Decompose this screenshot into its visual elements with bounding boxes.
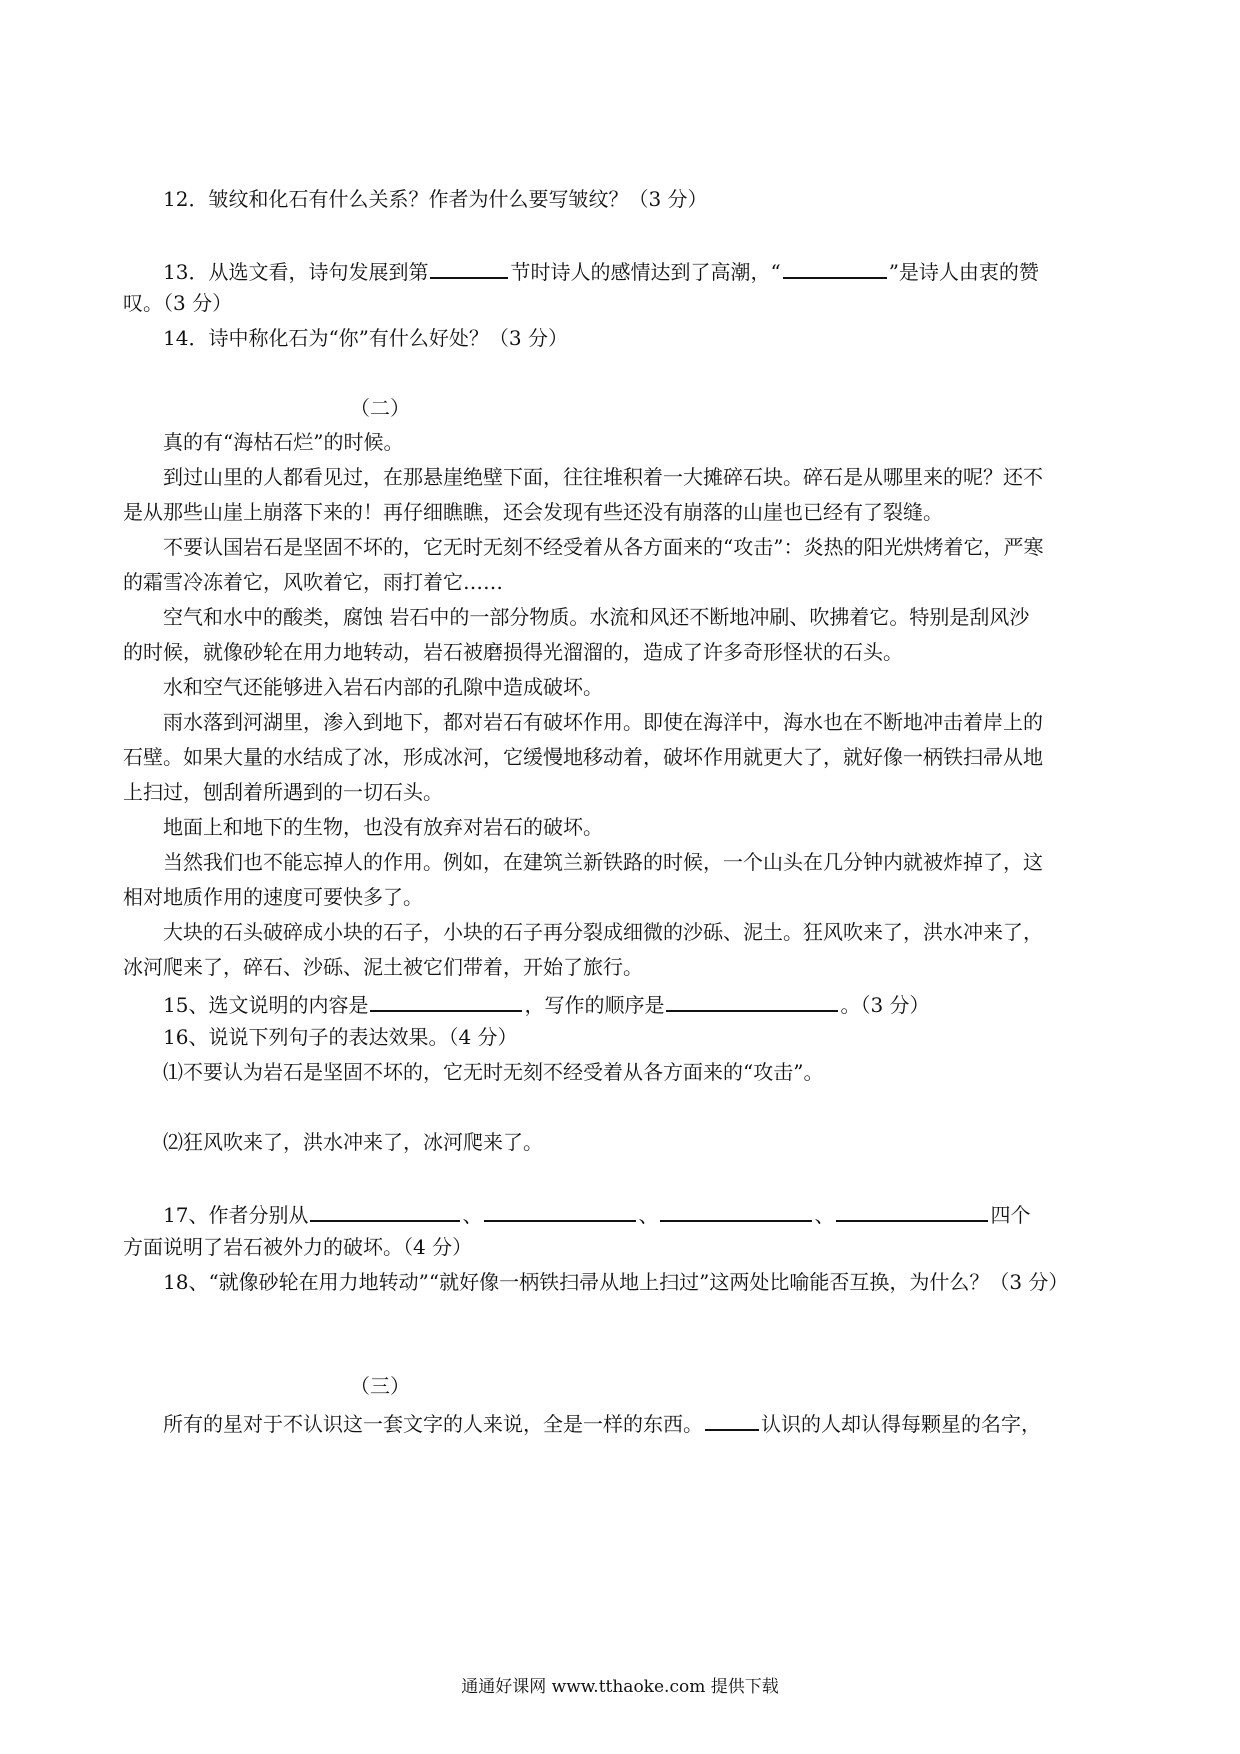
section-2-para-9a: 大块的石头破碎成小块的石子，小块的石子再分裂成细微的沙砾、泥土。狂风吹来了，洪水冲来了， bbox=[163, 920, 1043, 944]
section-2-para-3a: 不要认国岩石是坚固不坏的，它无时无刻不经受着从各方面来的“攻击”：炎热的阳光烘烤着它，严寒 bbox=[163, 535, 1044, 559]
q15-text-3: 。（3 分） bbox=[840, 993, 930, 1017]
section-2-para-2b: 是从那些山崖上崩落下来的！再仔细瞧瞧，还会发现有些还没有崩落的山崖也已经有了裂缝。 bbox=[123, 500, 943, 524]
question-13-cont: 叹。（3 分） bbox=[123, 291, 233, 315]
question-17 bbox=[163, 1200, 1123, 1227]
section-2-para-3b: 的霜雪冷冻着它，风吹着它，雨打着它…… bbox=[123, 570, 503, 594]
question-13 bbox=[163, 257, 1123, 284]
q13-blank-1[interactable] bbox=[430, 257, 508, 279]
section-3-para-1 bbox=[163, 1409, 1123, 1436]
section-2-para-5: 水和空气还能够进入岩石内部的孔隙中造成破坏。 bbox=[163, 675, 603, 699]
section-3-heading: （三） bbox=[350, 1374, 410, 1398]
q17-blank-2[interactable] bbox=[484, 1200, 636, 1222]
q15-text-1: 15、选文说明的内容是 bbox=[163, 993, 369, 1017]
q17-blank-4[interactable] bbox=[836, 1200, 988, 1222]
q13-text-3: ”是诗人由衷的赞 bbox=[888, 260, 1039, 284]
question-14: 14．诗中称化石为“你”有什么好处？（3 分） bbox=[163, 326, 568, 350]
q17-blank-1[interactable] bbox=[310, 1200, 460, 1222]
q17-text-2: 四个 bbox=[990, 1203, 1031, 1227]
q17-blank-3[interactable] bbox=[660, 1200, 812, 1222]
q13-text-2: 节时诗人的感情达到了高潮，“ bbox=[510, 260, 781, 284]
question-18: 18、“就像砂轮在用力地转动”“就好像一柄铁扫帚从地上扫过”这两处比喻能否互换，为什么？（3 分） bbox=[163, 1270, 1069, 1294]
section-3-blank[interactable] bbox=[705, 1409, 759, 1431]
question-12: 12．皱纹和化石有什么关系？作者为什么要写皱纹？（3 分） bbox=[163, 187, 708, 211]
section-2-para-4b: 的时候，就像砂轮在用力地转动，岩石被磨损得光溜溜的，造成了许多奇形怪状的石头。 bbox=[123, 640, 903, 664]
section-2-para-9b: 冰河爬来了，碎石、沙砾、泥土被它们带着，开始了旅行。 bbox=[123, 955, 643, 979]
section-2-para-7: 地面上和地下的生物，也没有放弃对岩石的破坏。 bbox=[163, 815, 603, 839]
q13-text-1: 13．从选文看，诗句发展到第 bbox=[163, 260, 429, 284]
section-3-text-2: 认识的人却认得每颗星的名字， bbox=[761, 1412, 1041, 1436]
question-16: 16、说说下列句子的表达效果。（4 分） bbox=[163, 1025, 518, 1049]
q17-sep-1: 、 bbox=[462, 1203, 483, 1227]
footer-credit: 通通好课网 www.tthaoke.com 提供下载 bbox=[461, 1677, 779, 1697]
section-2-para-6b: 石壁。如果大量的水结成了冰，形成冰河，它缓慢地移动着，破坏作用就更大了，就好像一柄铁扫帚从地 bbox=[123, 745, 1043, 769]
section-2-heading: （二） bbox=[350, 396, 410, 420]
q15-text-2: ，写作的顺序是 bbox=[524, 993, 665, 1017]
question-15 bbox=[163, 990, 1123, 1017]
question-16-sentence-2: ⑵狂风吹来了，洪水冲来了，冰河爬来了。 bbox=[163, 1130, 543, 1154]
q17-sep-2: 、 bbox=[638, 1203, 659, 1227]
section-2-para-2a: 到过山里的人都看见过，在那悬崖绝壁下面，往往堆积着一大摊碎石块。碎石是从哪里来的呢？还不 bbox=[163, 465, 1043, 489]
question-17-cont: 方面说明了岩石被外力的破坏。（4 分） bbox=[123, 1235, 473, 1259]
section-2-para-6c: 上扫过，刨刮着所遇到的一切石头。 bbox=[123, 780, 443, 804]
question-16-sentence-1: ⑴不要认为岩石是坚固不坏的，它无时无刻不经受着从各方面来的“攻击”。 bbox=[163, 1060, 824, 1084]
q17-text-1: 17、作者分别从 bbox=[163, 1203, 309, 1227]
section-2-para-1: 真的有“海枯石烂”的时候。 bbox=[163, 430, 404, 454]
q15-blank-1[interactable] bbox=[370, 990, 522, 1012]
q13-blank-2[interactable] bbox=[783, 257, 887, 279]
section-2-para-8a: 当然我们也不能忘掉人的作用。例如，在建筑兰新铁路的时候，一个山头在几分钟内就被炸掉了，这 bbox=[163, 850, 1043, 874]
section-3-text-1: 所有的星对于不认识这一套文字的人来说，全是一样的东西。 bbox=[163, 1412, 703, 1436]
section-2-para-4a: 空气和水中的酸类，腐蚀 岩石中的一部分物质。水流和风还不断地冲刷、吹拂着它。特别是刮风沙 bbox=[163, 605, 1030, 629]
q15-blank-2[interactable] bbox=[666, 990, 838, 1012]
section-2-para-8b: 相对地质作用的速度可要快多了。 bbox=[123, 885, 423, 909]
section-2-para-6a: 雨水落到河湖里，渗入到地下，都对岩石有破坏作用。即使在海洋中，海水也在不断地冲击着岸上的 bbox=[163, 710, 1043, 734]
q17-sep-3: 、 bbox=[814, 1203, 835, 1227]
